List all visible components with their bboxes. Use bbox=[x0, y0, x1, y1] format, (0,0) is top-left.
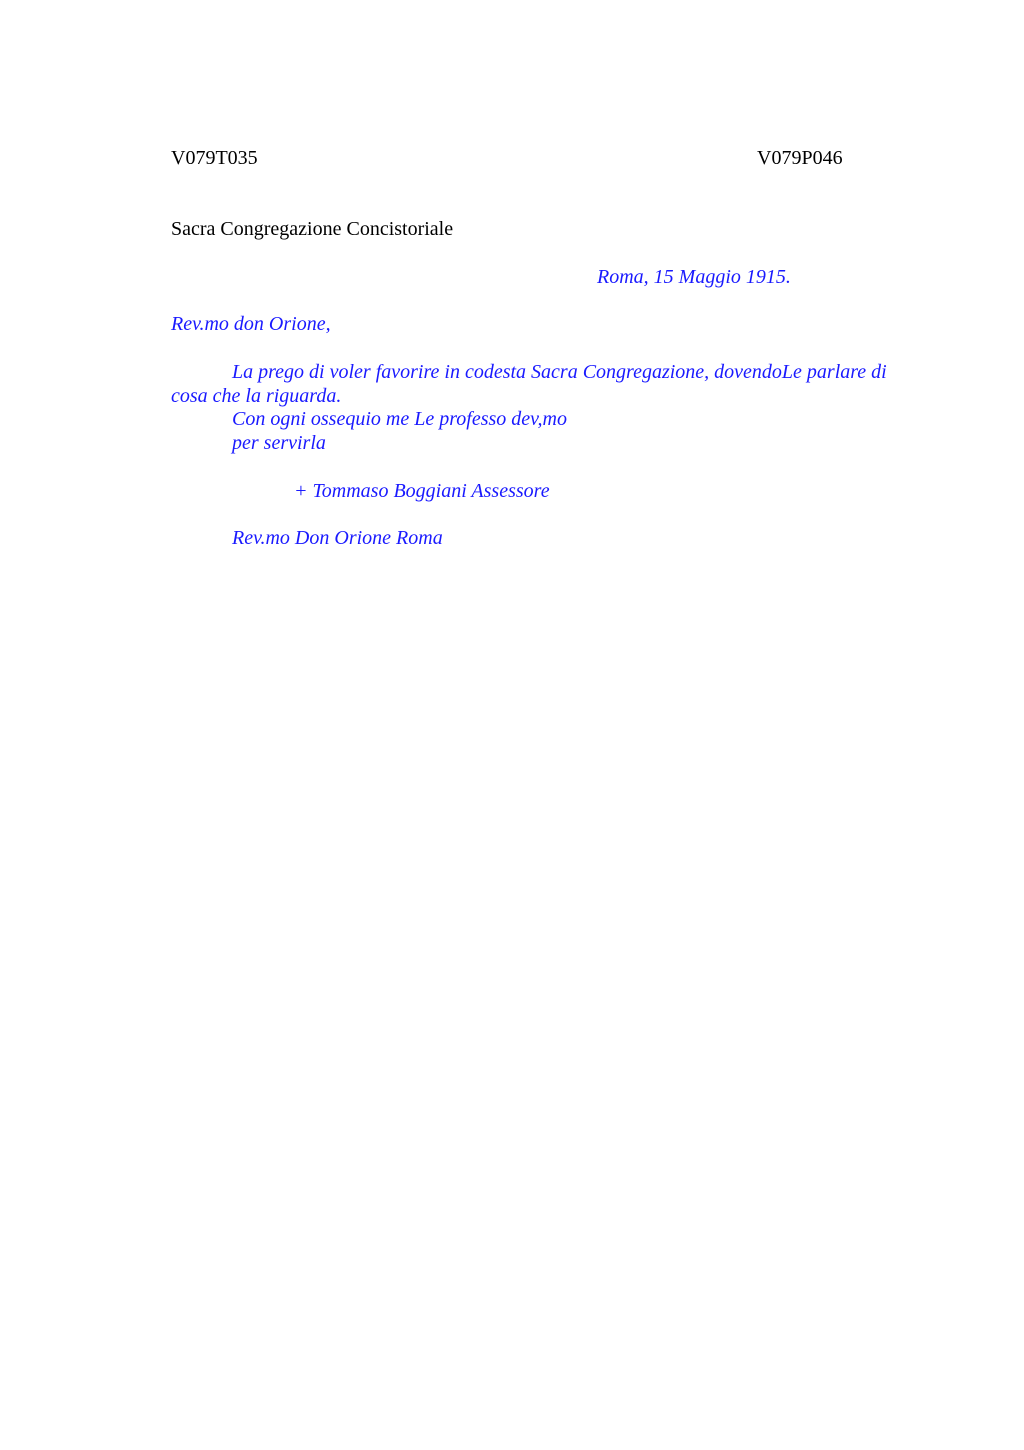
letter-addressee: Rev.mo Don Orione Roma bbox=[232, 527, 443, 549]
letter-salutation: Rev.mo don Orione, bbox=[171, 313, 331, 335]
sender-heading: Sacra Congregazione Concistoriale bbox=[171, 218, 454, 240]
letter-body bbox=[171, 360, 916, 408]
letter-signature: + Tommaso Boggiani Assessore bbox=[294, 480, 550, 502]
letter-date: Roma, 15 Maggio 1915. bbox=[597, 266, 791, 288]
letter-closing-line-1: Con ogni ossequio me Le professo dev,mo bbox=[232, 408, 567, 430]
document-code-right: V079P046 bbox=[757, 147, 843, 169]
letter-body-text: La prego di voler favorire in codesta Sacra Congregazione, dovendoLe parlare di cosa che la riguarda. bbox=[171, 361, 887, 407]
document-code-left: V079T035 bbox=[171, 147, 258, 169]
letter-closing-line-2: per servirla bbox=[232, 432, 326, 454]
